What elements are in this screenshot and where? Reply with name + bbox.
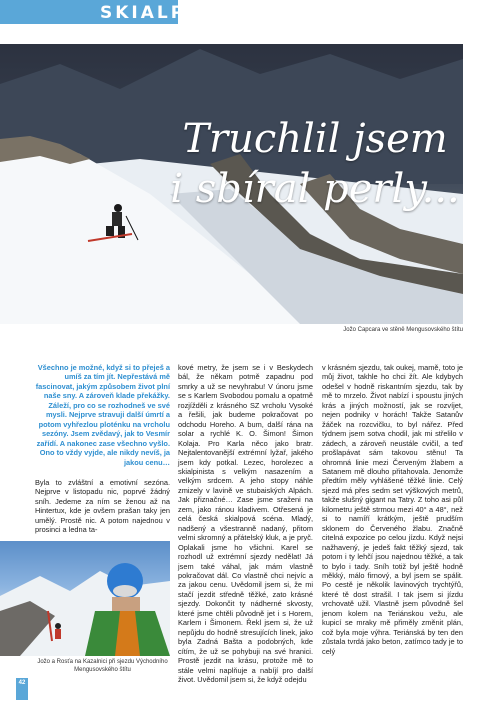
article-title (170, 114, 460, 214)
column-3 (322, 363, 463, 656)
hero-caption: Jožo Capcara ve stěně Mengusovského štítu (343, 327, 463, 333)
title-line-2: i sbíral perly... (170, 166, 460, 212)
column-2-body: kové metry, že jsem se i v Beskydech bál, že někam potmě zapadnu pod smrky a už se nevyhrabu! V únoru jsme se s Karlem Svobodou pomalu a opatrně rozjížděli z krásného SZ vrcholu Vysoké a řešili, jak budeme pokračovat po odchodu Horeho. A bum, další rána na solar a rychlé K. O. Šimon! Šimon Kolaja. Pro Karla něco jako bratr. Nejtalentovanější extrémní lyžař, jakého jsem kdy potkal. Lezec, horolezec a skialpinista s velkým nasazením a velkým srdcem. A jeho stopy náhle zmizely v lavině ve stubaiských Alpách. Jak přiznačné… Zase jsme sraženi na zem, jako ránou kladivem. Otřesená je celá česká skialpová scéna. Mladý, nadšený a všestranně nadaný, přitom velmi skromný a přátelský kluk, a je pryč. Oplakali jsme ho všichni. Karel se rozhodl už extrémní sjezdy nedělat! Já jsem také váhal, jak mám vlastně pokračovat dál. Co vlastně chci nejvíc a za jakou cenu. Uvědomil jsem si, že mi stačí jezdit středně těžké, zato krásné sjezdy. Dokončit ty nádherné skvosty, které jsme chtěli původně jet i s Horem, Karlem i Šimonem. Řekl jsem si, že už nepůjdu do hodně stresujících linek, jako byla Zadná Bašta a podobných, kde cítím, že už se pohybuji na své hranici. Prostě jezdit na krásu, protože mě to stále velmi naplňuje a nabíjí pro další život. Uvědomil jsem si, že když odejdu (178, 363, 313, 684)
title-line-1: Truchlil jsem (182, 116, 448, 162)
section-tab (0, 0, 187, 24)
portrait-caption: Jožo a Rosťa na Kazalnici při sjezdu Východního Mengusovského štítu (37, 659, 168, 673)
column-1-body: Byla to zvláštní a emotivní sezóna. Nejprve v listopadu nic, poprvé žádný sníh. Jedeme za ním se ženou až na Hintertux, kde je ovšem prašan taky jen umělý. Prostě nic. A potom najednou v prosinci a ledna ta- (35, 477, 170, 535)
hero-photo (0, 44, 463, 324)
column-1 (35, 363, 170, 535)
skier-portrait-photo (0, 541, 170, 656)
lead-paragraph: Všechno je možné, když si to přeješ a umíš za tím jít. Nepřestává mě fascinovat, jakým způsobem život plní naše sny. A zároveň klade překážky. Záleží, pro co se rozhodneš ve své mysli. Nejprve stravuji další úmrtí a potom vyhřezlou ploténku na vrcholu sezóny. Jsem zvědavý, jak to Vesmír zařídí. A nakonec zase všechno vyšlo. Ono to vždy vyjde, ale nikdy nevíš, ja jakou cenu… (35, 363, 170, 467)
page-number: 42 (16, 678, 28, 700)
column-2 (178, 363, 313, 684)
column-3-body: v krásném sjezdu, tak oukej, mamě, toto je můj život, takhle ho chci žít. Ale kdybych odešel v hodně riskantním sjezdu, tak by mě to mrzelo. Život nabízí i spoustu jiných krás a jiných možností, jak se rozvíjet, nejen podniky v horách! Takže Satanův žáček na rozcvičku, to byl nářez. Před týdnem jsem sotva chodil, jak mi střelilo v zádech, a zároveň neustále cvičil, a teď prošlapávat sám takovou stěnu! Ta ohromná linie mezi Červeným žlabem a Satanem mě dlouho přitahovala. Jenomže předtím měly vyhlášené těžké linie. Celý sjezd má přes sedm set výškových metrů, takže slušný gigant na Tatry. Z toho asi půl kilometru ještě strmou mezi 40° a 48°, než si to namíří krátkým, ještě prudším sklonem do Červeného žlabu. Značně citelná expozice po celou jízdu. Když nejsi nažhavený, je jedeš fakt těžký sjezd, tak potom i ty lehčí jsou najednou těžké, a tak to bylo i tady. Sníh totiž byl ještě hodně měkký, málo firnový, a byl jsem se spálit. Po cestě je několik lavinových trychtýřů, které tě dost strašil. I tak jsem si jízdu vrchovatě užil. Vlastně jsem původně šel jenom kolem na Teriánskou vežu, ale kupicí se mraky mě přiměly změnit plán, což byla moje výhra. Teriánská by ten den zůstala tvrdá jako beton, zatímco tady je to celý (322, 363, 463, 656)
section-label: SKIALP (100, 3, 187, 23)
